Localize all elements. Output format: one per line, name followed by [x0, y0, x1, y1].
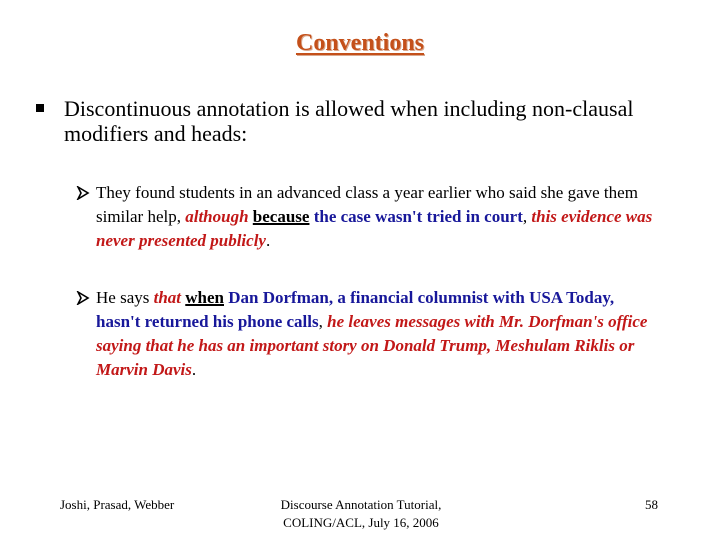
main-bullet-text: Discontinuous annotation is allowed when including non-clausal modifiers and heads:	[64, 96, 634, 146]
example-2-comma: ,	[318, 312, 328, 331]
example-1-text	[96, 181, 656, 253]
footer-event-line2: COLING/ACL, July 16, 2006	[283, 515, 439, 530]
arrow-right-icon	[76, 186, 90, 200]
example-2-arg1-part1: that	[153, 288, 182, 307]
example-2-context: He says	[96, 288, 154, 307]
example-1-arg1-part2: this evidence was never presented publicly	[96, 207, 653, 250]
example-1	[76, 181, 656, 253]
main-bullet	[36, 96, 676, 146]
example-1-arg2: the case wasn't tried in court	[309, 207, 523, 226]
footer-event-line1: Discourse Annotation Tutorial,	[280, 497, 442, 512]
page-number: 58	[645, 497, 658, 512]
footer-event	[236, 496, 486, 532]
example-1-connective: because	[252, 207, 310, 226]
slide-title: Conventions	[295, 30, 425, 56]
example-2-arg1-part2: he leaves messages with Mr. Dorfman's office saying that he has an important story on Donald Trump, Meshulam Riklis or Marvin Davis	[96, 312, 648, 379]
example-2-text	[96, 286, 656, 382]
square-bullet-icon	[36, 104, 44, 112]
example-2-connective: when	[185, 288, 224, 307]
example-2-period: .	[191, 360, 197, 379]
example-1-period: .	[265, 231, 271, 250]
footer-authors: Joshi, Prasad, Webber	[60, 497, 175, 512]
example-1-context: They found students in an advanced class a year earlier who said she gave them similar help,	[96, 183, 638, 226]
example-1-comma: ,	[522, 207, 532, 226]
example-2-arg2: Dan Dorfman, a financial columnist with USA Today, hasn't returned his phone calls	[96, 288, 615, 331]
arrow-right-icon	[76, 291, 90, 305]
example-1-arg1-part1: although	[185, 207, 249, 226]
example-2	[76, 286, 656, 382]
